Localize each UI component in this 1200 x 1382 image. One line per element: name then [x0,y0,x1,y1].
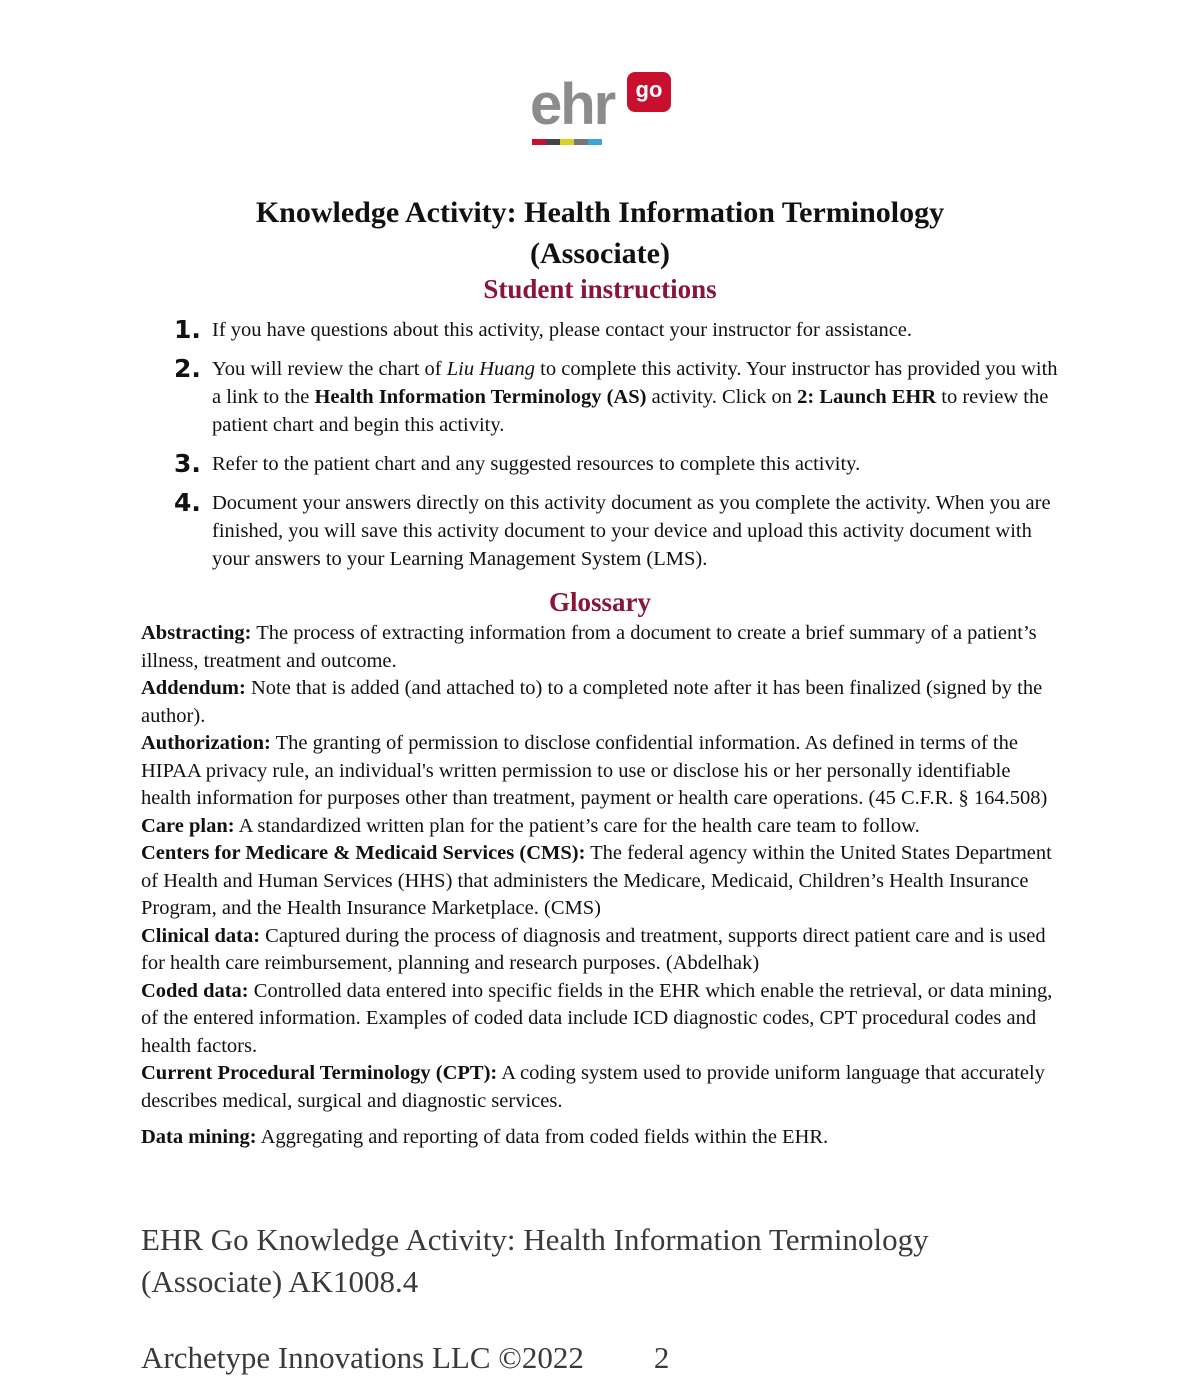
footer-copyright-line [141,1337,1101,1379]
page-number: 2 [653,1340,670,1375]
instruction-text: to review the patient chart and begin this activity. [212,386,1049,436]
instruction-item [168,355,1068,439]
glossary-term: Clinical data: [141,924,261,947]
glossary-term: Addendum: [141,677,246,699]
glossary-entry [141,730,1061,813]
document-title [120,192,1080,274]
document-title-line2: (Associate) [530,237,670,270]
instruction-text: to complete this activity. Your instructor has provided you with a link to the [212,358,1058,408]
logo-stripe-segment [574,139,588,145]
document-title-line1: Knowledge Activity: Health Information Terminology [255,196,945,229]
logo-stripe-segment [546,139,560,145]
glossary-entry [141,840,1061,923]
instruction-number: 1. [174,315,201,344]
glossary-term: Abstracting: [141,622,252,644]
glossary-definition: A standardized written plan for the patient’s care for the health care team to follow. [234,814,920,837]
glossary-entry [141,675,1061,730]
instruction-text: Document your answers directly on this activity document as you complete the activity. When you are finished, you will save this activity document to your device and upload this activity document with your answers to your Learning Management System (LMS). [212,492,1051,570]
instruction-number: 3. [174,449,201,478]
launch-ehr-label: 2: Launch EHR [797,386,937,408]
glossary-term: Coded data: [141,979,249,1002]
student-instructions-heading: Student instructions [483,274,717,304]
footer-document-title [141,1219,1101,1303]
logo-stripe-segment [560,139,574,145]
glossary-entry [141,620,1061,675]
glossary-term: Care plan: [141,814,235,837]
glossary-definition: Aggregating and reporting of data from coded fields within the EHR. [256,1126,829,1148]
glossary-definition: The granting of permission to disclose confidential information. As defined in terms of the HIPAA privacy rule, an individual's written permission to use or disclose his or her personally identifiable health information for purposes other than treatment, payment or health care operations. (45 C.F.R. § 164.508) [141,732,1048,809]
instruction-item [168,450,1068,478]
logo-stripe-segment [532,139,546,145]
footer-copyright: Archetype Innovations LLC ©2022 [141,1340,584,1375]
instruction-text: activity. Click on [646,386,798,408]
glossary-entry [141,1060,1061,1115]
glossary-entry [141,923,1061,978]
glossary-definition: A coding system used to provide uniform language that accurately describes medical, surgical and diagnostic services. [141,1062,1045,1112]
activity-name: Health Information Terminology (AS) [314,386,647,408]
logo-go-badge: go [627,72,671,112]
logo-color-stripe [532,139,602,145]
instruction-item [168,316,1068,344]
instruction-number: 4. [174,488,201,517]
glossary-definition: Captured during the process of diagnosis and treatment, supports direct patient care and is used for health care reimbursement, planning and research purposes. (Abdelhak) [141,924,1046,974]
logo-wordmark: ehr [530,72,615,137]
patient-name: Liu Huang [446,358,536,380]
glossary-term: Authorization: [141,732,271,754]
ehr-go-logo [530,68,675,150]
glossary-list [141,620,1061,1152]
glossary-term: Data mining: [141,1126,257,1148]
glossary-entry [141,813,1061,841]
glossary-definition: The process of extracting information from a document to create a brief summary of a patient’s illness, treatment and outcome. [141,622,1037,672]
glossary-heading: Glossary [548,587,651,617]
glossary-term: Current Procedural Terminology (CPT): [141,1062,498,1084]
glossary-entry [141,978,1061,1061]
glossary-definition: Controlled data entered into specific fields in the EHR which enable the retrieval, or data mining, of the entered information. Examples of coded data include ICD diagnostic codes, CPT procedural codes and health factors. [141,979,1053,1057]
instruction-number: 2. [174,354,201,383]
glossary-definition: Note that is added (and attached to) to a completed note after it has been finalized (signed by the author). [141,677,1043,727]
footer-title-line1: EHR Go Knowledge Activity: Health Information Terminology [141,1222,929,1257]
instruction-text: You will review the chart of [212,358,447,380]
instruction-text: Refer to the patient chart and any suggested resources to complete this activity. [212,453,861,475]
glossary-definition: The federal agency within the United States Department of Health and Human Services (HHS) that administers the Medicare, Medicaid, Children’s Health Insurance Program, and the Health Insurance Marketplace. (CMS) [141,842,1052,919]
glossary-term: Centers for Medicare & Medicaid Services (CMS): [141,842,586,864]
glossary-entry [141,1124,1061,1152]
instruction-item [168,489,1068,573]
instruction-text: If you have questions about this activity, please contact your instructor for assistance. [212,319,913,341]
logo-stripe-segment [588,139,602,145]
instructions-list [168,316,1068,584]
footer-title-line2: (Associate) AK1008.4 [141,1264,419,1299]
